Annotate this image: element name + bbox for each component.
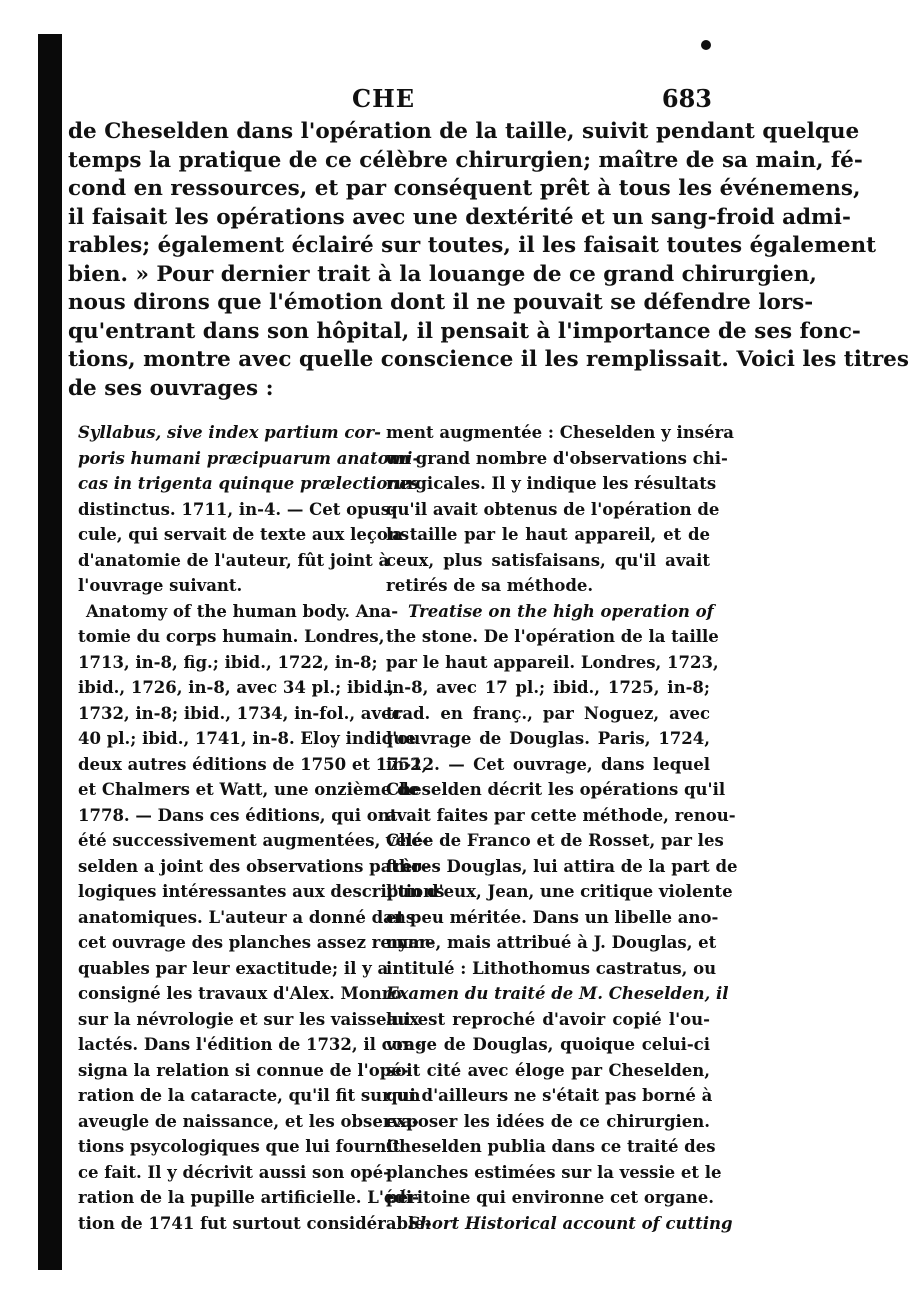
text-line: avait faites par cette méthode, renou- (386, 805, 736, 825)
text-line: consigné les travaux d'Alex. Monro (78, 984, 402, 1003)
text-line: l'ouvrage de Douglas. Paris, 1724, (386, 729, 710, 748)
page-header (72, 84, 712, 118)
text-line: quables par leur exactitude; il y a (78, 958, 389, 978)
text-line: intitulé : Lithothomus castratus, ou (386, 958, 717, 978)
book-spine-shadow (38, 34, 62, 1270)
text-line: tomie du corps humain. Londres, (78, 627, 385, 646)
text-line: Cheselden décrit les opérations qu'il (386, 780, 726, 799)
text-line: qu'il avait obtenus de l'opération de (386, 499, 720, 519)
text-line: ration de la cataracte, qu'il fit sur un (78, 1086, 421, 1105)
text-line: Cheselden publia dans ce traité des (386, 1137, 716, 1156)
text-line: 1778. — Dans ces éditions, qui ont (78, 805, 398, 825)
text-line: Anatomy of the human body. Ana- (86, 601, 399, 621)
right-column (386, 420, 738, 1236)
text-line: rables; également éclairé sur toutes, il les faisait toutes également (68, 233, 877, 258)
text-line: cas in trigenta quinque prælectiones (78, 474, 420, 493)
text-line: frères Douglas, lui attira de la part de (386, 856, 738, 876)
page-number: 683 (661, 84, 712, 113)
text-line: 40 pl.; ibid., 1741, in-8. Eloy indique (78, 729, 416, 748)
text-line: lactés. Dans l'édition de 1732, il con- (78, 1035, 422, 1054)
text-line: tions, montre avec quelle conscience il les remplissait. Voici les titres (68, 347, 909, 372)
text-line: ibid., 1726, in-8, avec 34 pl.; ibid., (78, 678, 395, 697)
text-line: été successivement augmentées, Che- (78, 831, 429, 850)
text-line: velée de Franco et de Rosset, par les (386, 831, 724, 850)
text-line: rurgicales. Il y indique les résultats (386, 474, 717, 493)
text-line: ce fait. Il y décrivit aussi son opé- (78, 1162, 390, 1182)
running-head: CHE (352, 84, 416, 113)
text-line: selden a joint des observations patho- (78, 856, 429, 876)
text-line: ment augmentée : Cheselden y inséra (386, 423, 734, 442)
text-line: signa la relation si connue de l'opé- (78, 1060, 409, 1080)
text-line: cule, qui servait de texte aux leçons (78, 525, 410, 544)
text-line: bien. » Pour dernier trait à la louange de ce grand chirurgien, (68, 261, 817, 287)
text-line: et peu méritée. Dans un libelle ano- (386, 907, 719, 927)
text-line: poris humani præcipuarum anatomi- (78, 448, 420, 468)
text-line: de ses ouvrages : (68, 375, 274, 401)
text-line: l'un d'eux, Jean, une critique violente (386, 882, 733, 901)
text-line: la taille par le haut appareil, et de (386, 525, 710, 544)
text-line: in-8, avec 17 pl.; ibid., 1725, in-8; (386, 678, 710, 697)
text-line: 1732, in-8; ibid., 1734, in-fol., avec (78, 703, 402, 723)
text-line: deux autres éditions de 1750 et 1752, (78, 754, 428, 774)
text-line: planches estimées sur la vessie et le (386, 1162, 722, 1182)
intro-paragraph (68, 118, 909, 403)
text-line: retirés de sa méthode. (386, 576, 594, 595)
text-line: cet ouvrage des planches assez remar- (78, 933, 435, 952)
text-line: qu'entrant dans son hôpital, il pensait à l'importance de ses fonc- (68, 318, 861, 344)
text-line: de Cheselden dans l'opération de la taille, suivit pendant quelque (68, 119, 860, 144)
text-line: un grand nombre d'observations chi- (386, 448, 728, 468)
text-line: par le haut appareil. Londres, 1723, (386, 652, 719, 672)
text-line: anatomiques. L'auteur a donné dans (78, 907, 416, 927)
text-line: distinctus. 1711, in-4. — Cet opus- (78, 499, 397, 519)
text-line: et Chalmers et Watt, une onzième de (78, 780, 420, 799)
text-line: ceux, plus satisfaisans, qu'il avait (386, 550, 710, 570)
text-line: il faisait les opérations avec une dextérité et un sang-froid admi- (68, 204, 851, 230)
text-line: l'ouvrage suivant. (78, 576, 243, 595)
text-line: in-12. — Cet ouvrage, dans lequel (386, 754, 710, 774)
text-line: Syllabus, sive index partium cor- (78, 423, 381, 442)
text-line: trad. en franç., par Noguez, avec (386, 703, 710, 723)
text-line: cond en ressources, et par conséquent prêt à tous les événemens, (68, 176, 861, 201)
text-line: temps la pratique de ce célèbre chirurgien; maître de sa main, fé- (68, 147, 863, 173)
text-line: qui d'ailleurs ne s'était pas borné à (386, 1086, 713, 1105)
text-line: nous dirons que l'émotion dont il ne pouvait se défendre lors- (68, 290, 814, 315)
left-column (78, 420, 445, 1236)
text-line: Treatise on the high operation of (408, 601, 714, 621)
text-line: soit cité avec éloge par Cheselden, (386, 1060, 710, 1080)
text-line: exposer les idées de ce chirurgien. (386, 1111, 710, 1131)
text-line: aveugle de naissance, et les observa- (78, 1111, 419, 1131)
text-line: 1713, in-8, fig.; ibid., 1722, in-8; (78, 652, 378, 672)
text-line: ration de la pupille artificielle. L'édi- (78, 1188, 420, 1207)
text-line: vrage de Douglas, quoique celui-ci (386, 1035, 710, 1054)
text-line: péritoine qui environne cet organe. (386, 1188, 715, 1207)
text-line: the stone. De l'opération de la taille (386, 627, 719, 646)
text-line: d'anatomie de l'auteur, fût joint à (78, 550, 390, 570)
text-line: tion de 1741 fut surtout considérable- (78, 1213, 432, 1233)
text-line: tions psycologiques que lui fournit (78, 1137, 401, 1156)
text-line: nyme, mais attribué à J. Douglas, et (386, 933, 717, 952)
text-line: sur la névrologie et sur les vaisseaux (78, 1009, 420, 1029)
text-line: lui est reproché d'avoir copié l'ou- (386, 1009, 710, 1029)
ink-spot (701, 40, 711, 50)
text-line: Examen du traité de M. Cheselden, il (386, 984, 729, 1003)
text-line: Short Historical account of cutting (408, 1213, 733, 1233)
text-line: logiques intéressantes aux descriptions (78, 882, 445, 901)
